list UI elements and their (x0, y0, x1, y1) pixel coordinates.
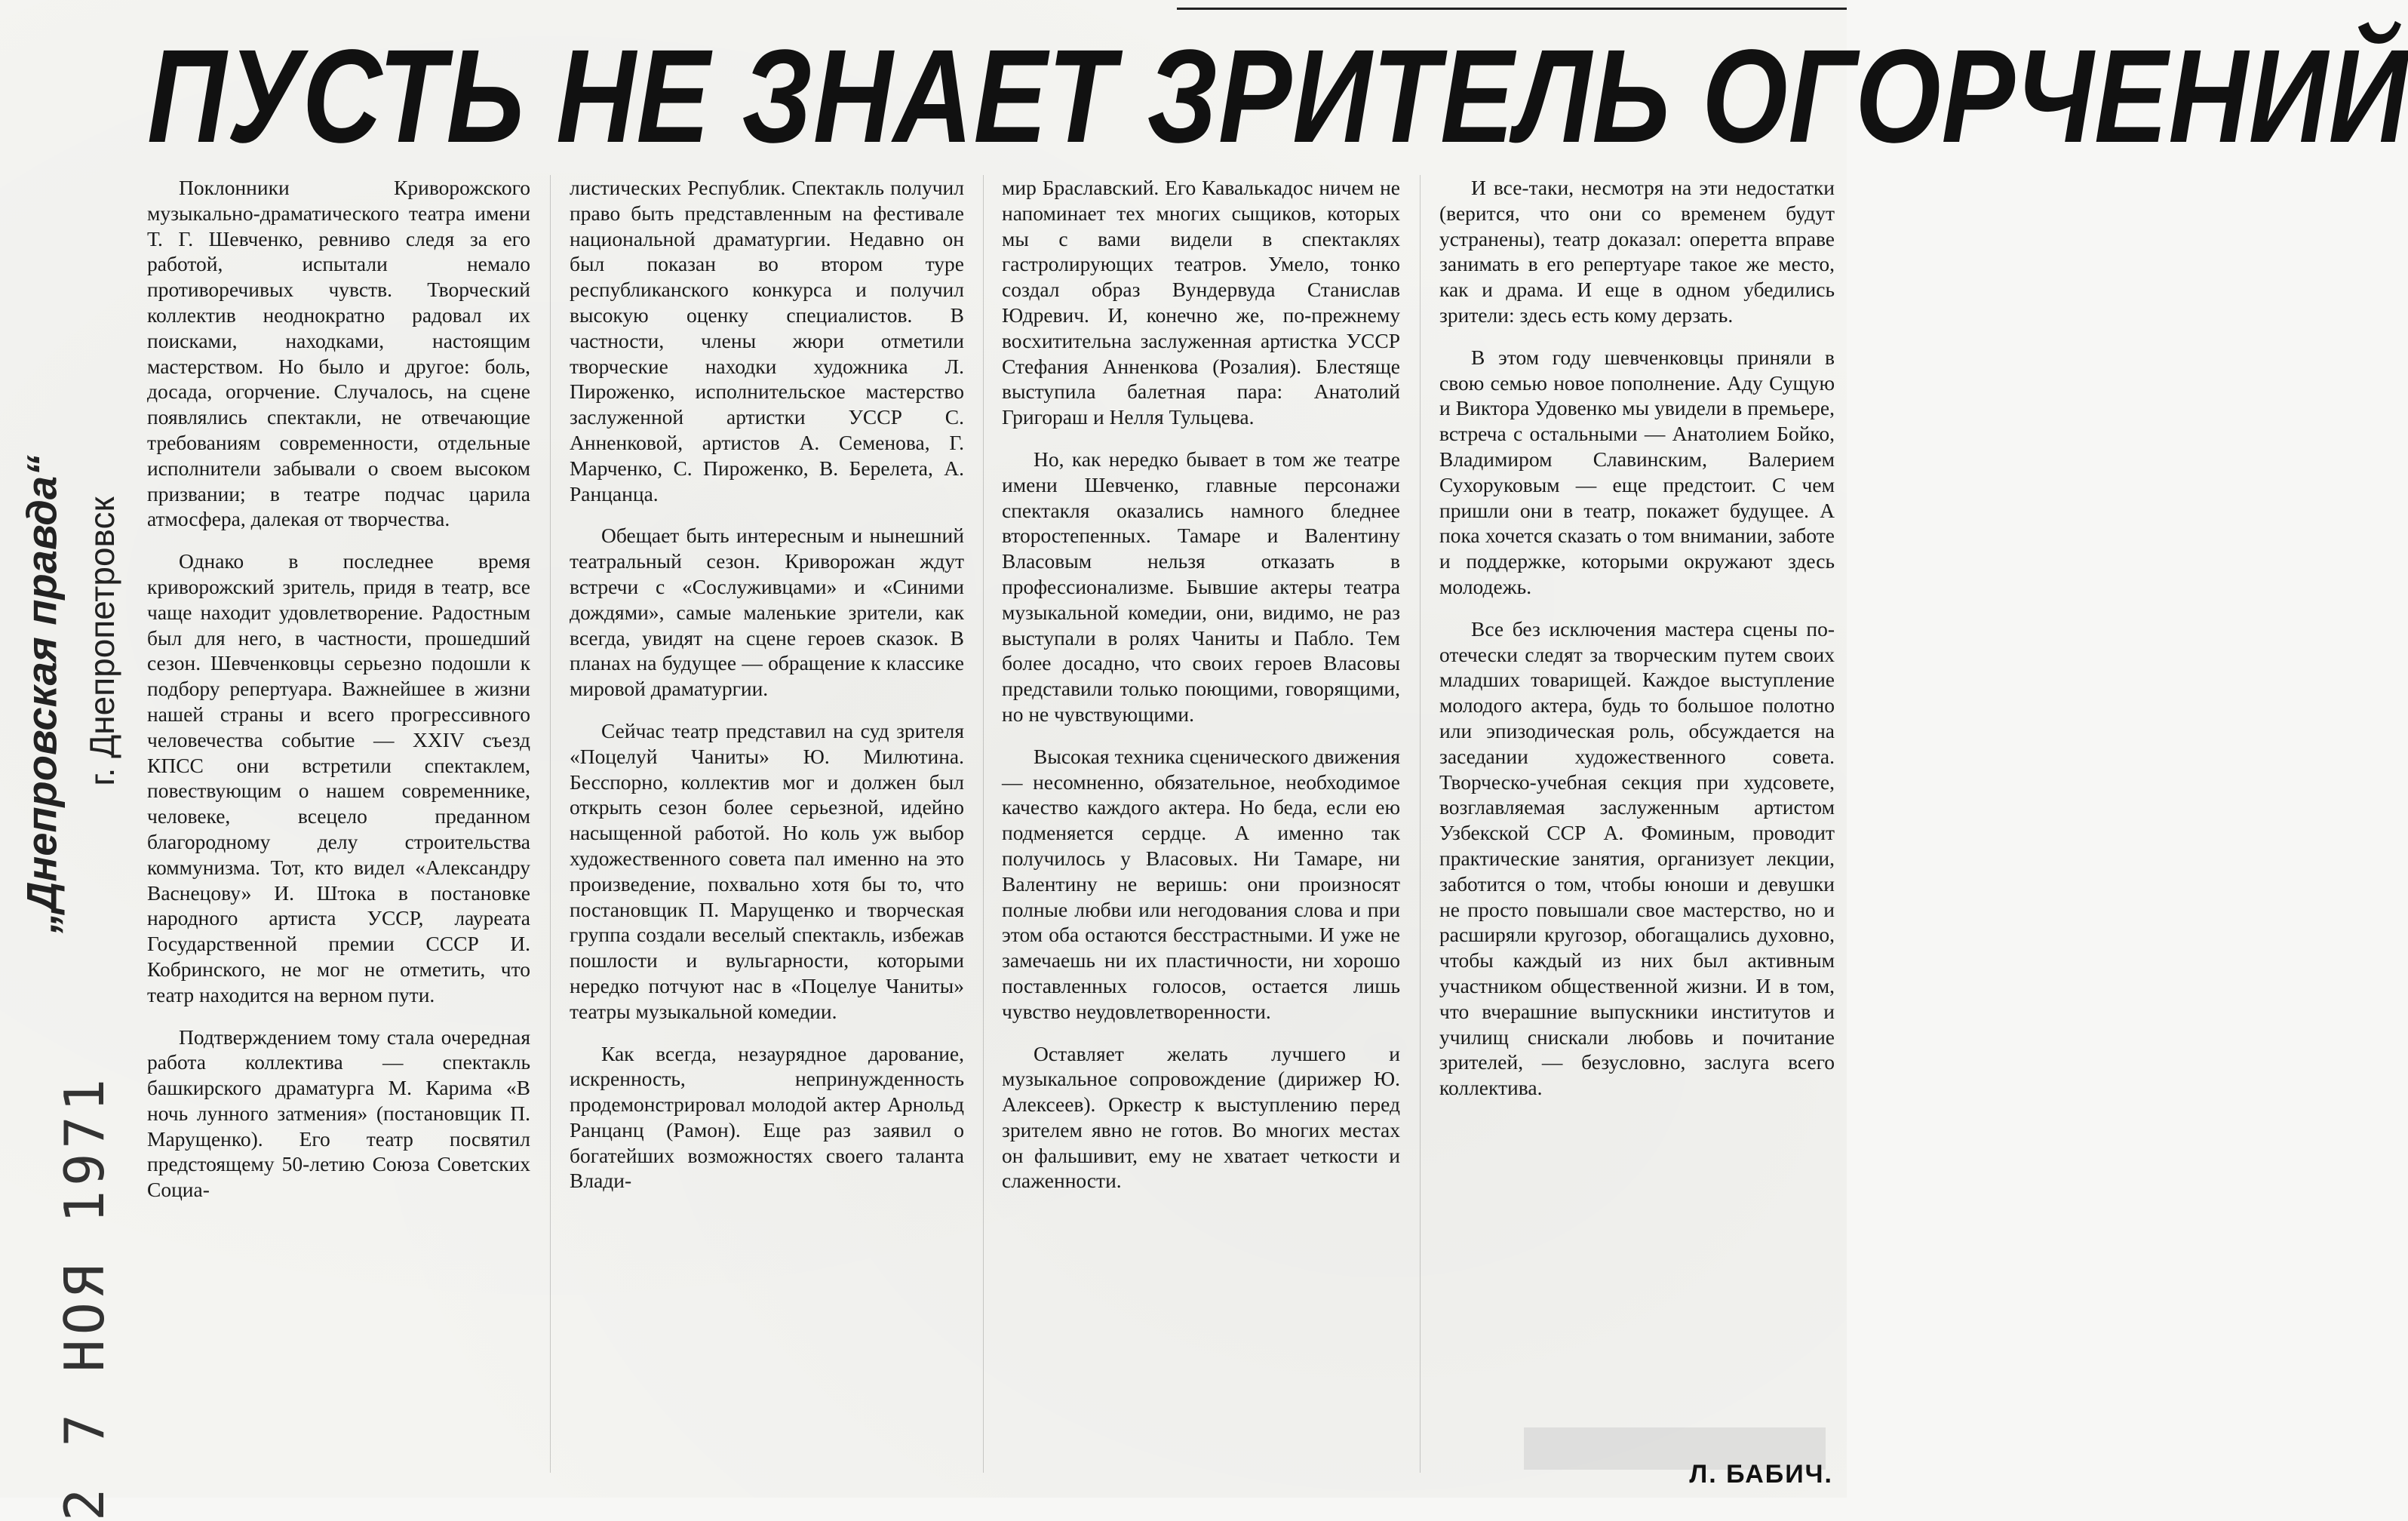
city-stamp-text: г. Днепропетровск (82, 496, 121, 786)
article-column-2 (570, 175, 964, 1473)
paragraph: мир Браславский. Его Кавалькадос ничем не напоминает тех многих сыщиков, которых мы с вами видели в спектаклях гастролирующих театров. Умело, тонко создал образ Вундервуда Станислав Юдревич. И, конечно же, по-прежнему восхитительна заслуженная артистка УССР Стефания Анненкова (Розалия). Блестяще выступила балетная пара: Анатолий Григораш и Нелля Тульцева. (1002, 176, 1400, 429)
paragraph: В этом году шевченковцы приняли в свою семью новое пополнение. Аду Сущую и Виктора Удовенко мы увидели в премьере, встреча с остальными — Анатолием Бойко, Владимиром Славинским, Валерием Сухоруковым — еще предстоит. С чем пришли они в театр, покажет будущее. А пока хочется сказать о том внимании, заботе и поддержке, которыми окружают здесь молодежь. (1439, 345, 1835, 598)
city-stamp (75, 468, 128, 815)
top-rule (1177, 0, 1847, 10)
paragraph: Высокая техника сценического движения — несомненно, обязательное, необходимое качество каждого актера. Но беда, если ею подменяется сердце. А именно так получилось у Власовых. Ни Тамаре, ни Валентину не веришь: они произносят полные любви или негодования слова и при этом оба остаются бесстрастными. И уже не замечаешь ни их пластичности, ни хорошо поставленных голосов, остается лишь чувство неудовлетворенности. (1002, 744, 1400, 1023)
paragraph: И все-таки, несмотря на эти недостатки (верится, что они со временем будут устранены), театр доказал: оперетта вправе занимать в его репертуаре такое же место, как и драма. И еще в одном убедились зрители: здесь есть кому дерзать. (1439, 176, 1835, 327)
date-stamp (47, 1074, 122, 1521)
paragraph: Как всегда, незаурядное дарование, искренность, непринужденность продемонстрировал молодой актер Арнольд Ранцанц (Рамон). Еще раз заявил о богатейших возможностях своего таланта Влади- (570, 1041, 964, 1193)
paragraph: Оставляет желать лучшего и музыкальное сопровождение (дирижер Ю. Алексеев). Оркестр к выступлению перед зрителем явно не готов. Во многих местах он фальшивит, ему не хватает четкости и слаженности. (1002, 1041, 1400, 1193)
article-column-3 (1002, 175, 1400, 1473)
column-divider (1420, 175, 1421, 1473)
paragraph: Обещает быть интересным и нынешний театральный сезон. Криворожан ждут встречи с «Сослуживцами» и «Синими дождями», самые маленькие зрители, как всегда, увидят на сцене героев сказок. В планах на будущее — обращение к классике мировой драматургии. (570, 524, 964, 701)
paragraph: Однако в последнее время криворожский зритель, придя в театр, все чаще находит удовлетворение. Радостным был для него, в частности, прошедший сезон. Шевченковцы серьезно подошли к подбору репертуара. Важнейшее в жизни нашей страны и всего прогрессивного человечества событие — XXIV съезд КПСС они встретили спектаклем, повествующим о нашем современнике, человеке, всецело преданном благородному делу строительства коммунизма. Тот, кто видел «Александру Васнецову» И. Штока в постановке народного артиста УССР, лауреата Государственной премии СССР И. Кобринского, не мог не отметить, что театр находится на верном пути. (147, 549, 530, 1006)
article-column-4 (1439, 175, 1835, 1473)
paragraph: Но, как нередко бывает в том же театре имени Шевченко, главные персонажи спектакля оказались намного бледнее второстепенных. Тамаре и Валентину Власовым нельзя отказать в профессионализме. Бывшие актеры театра музыкальной комедии, они, видимо, не раз выступали в ролях Чаниты и Пабло. Тем более досадно, что своих героев Власовы представили только поющими, говорящими, но не чувствующими. (1002, 447, 1400, 726)
date-stamp-text: 2 7 НОЯ 1971 (53, 1074, 116, 1521)
headline: ПУСТЬ НЕ ЗНАЕТ ЗРИТЕЛЬ ОГОРЧЕНИЙ (147, 23, 2408, 171)
article-column-1 (147, 175, 530, 1473)
column-divider (550, 175, 551, 1473)
paragraph: Сейчас театр представил на суд зрителя «Поцелуй Чаниты» Ю. Милютина. Бесспорно, коллектив мог и должен был открыть сезон более серьезной, идейно насыщенной работой. Но коль уж выбор художественного совета пал именно на это произведение, похвально хотя бы то, что постановщик П. Марущенко и творческая группа создали веселый спектакль, избежав пошлости и вульгарности, которыми нередко потчуют нас в «Поцелуе Чаниты» театры музыкальной комедии. (570, 718, 964, 1023)
column-divider (983, 175, 984, 1473)
paragraph: Поклонники Криворожского музыкально-драматического театра имени Т. Г. Шевченко, ревниво следя за его работой, испытали немало противоречивых чувств. Творческий коллектив неоднократно радовал их поисками, находками, настоящим мастерством. Но было и другое: боль, досада, огорчение. Случалось, на сцене появлялись спектакли, не отвечающие требованиям современности, отдельные исполнители забывали о своем высоком призвании; в театре подчас царила атмосфера, далекая от творчества. (147, 176, 530, 531)
source-stamp (8, 422, 75, 966)
source-stamp-text: „Днепровская правда“ (17, 454, 66, 934)
paragraph: Подтверждением тому стала очередная работа коллектива — спектакль башкирского драматурга М. Карима «В ночь лунного затмения» (постановщик П. Марущенко). Его театр посвятил предстоящему 50-летию Союза Советских Социа- (147, 1025, 530, 1202)
author-signature: Л. БАБИЧ. (1689, 1460, 1833, 1489)
paragraph: листических Республик. Спектакль получил право быть представленным на фестивале национальной драматургии. Недавно он был показан во втором туре республиканского конкурса и получил высокую оценку специалистов. В частности, члены жюри отметили творческие находки художника Л. Пироженко, исполнительское мастерство заслуженной артистки УССР С. Анненковой, артистов А. Семенова, Г. Марченко, С. Пироженко, В. Берелета, А. Ранцанца. (570, 176, 964, 505)
paragraph: Все без исключения мастера сцены по-отечески следят за творческим путем своих младших товарищей. Каждое выступление молодого актера, будь то большое полотно или эпизодическая роль, обсуждается на заседании художественного совета. Творческо-учебная секция при худсовете, возглавляемая заслуженным артистом Узбекской ССР А. Фоминым, проводит практические занятия, организует лекции, заботится о том, чтобы юноши и девушки не просто повышали свое мастерство, но и расширяли кругозор, обогащались духовно, чтобы каждый из них был активным участником общественной жизни. И в том, что вчерашние выпускники институтов и училищ снискали любовь и почитание зрителей, — безусловно, заслуга всего коллектива. (1439, 616, 1835, 1100)
